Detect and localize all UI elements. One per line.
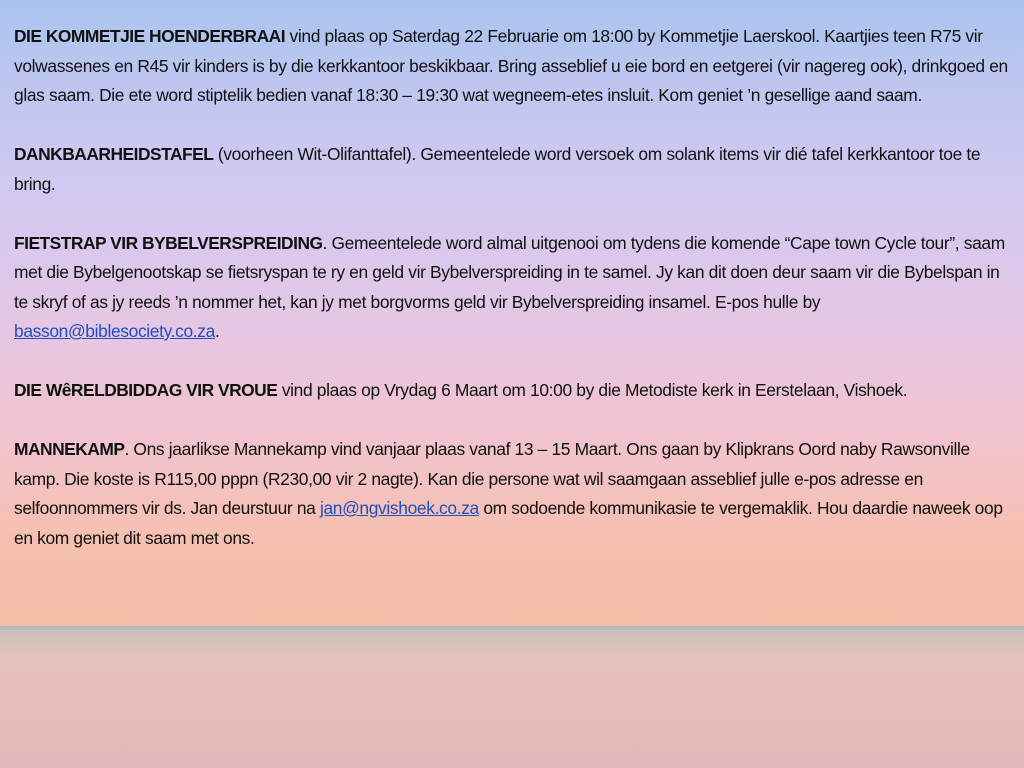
announcement-mannekamp xyxy=(14,435,1014,553)
announcement-heading: FIETSTRAP VIR BYBELVERSPREIDING xyxy=(14,232,323,253)
announcement-hoenderbraai xyxy=(14,22,1014,111)
announcement-body: vind plaas op Vrydag 6 Maart om 10:00 by die Metodiste kerk in Eerstelaan, Vishoek. xyxy=(277,380,908,400)
email-link-biblesociety[interactable]: basson@biblesociety.co.za xyxy=(14,321,215,341)
announcement-heading: DIE WêRELDBIDDAG VIR VROUE xyxy=(14,380,278,400)
announcement-dankbaarheidstafel xyxy=(14,140,1014,199)
announcement-body: . Gemeentelede word almal uitgenooi om tydens die komende “Cape town Cycle tour”, saam met die Bybelgenootskap se fietsryspan te ry en geld vir Bybelverspreiding in te samel. Jy kan dit doen deur saam vir die Bybelspan in te skryf of as jy reeds ’n nommer het, kan jy met borgvorms geld vir Bybelverspreiding insamel. E-pos hulle by xyxy=(14,232,1005,312)
announcement-wereldbiddag xyxy=(14,376,1014,406)
announcement-heading: DIE KOMMETJIE HOENDERBRAAI xyxy=(14,26,286,46)
announcement-body: (voorheen Wit-Olifanttafel). Gemeentelede word versoek om solank items vir dié tafel kerkkantoor toe te bring. xyxy=(14,144,981,194)
announcement-body: . Ons jaarlikse Mannekamp vind vanjaar plaas vanaf 13 – 15 Maart. Ons gaan by Klipkrans Oord naby Rawsonville kamp. Die koste is R115,00 pppn (R230,00 vir 2 nagte). Kan die persone wat wil saamgaan asseblief julle e-pos adresse en selfoonnommers vir ds. Jan deurstuur na xyxy=(14,439,970,518)
announcement-body-end: . xyxy=(214,321,220,341)
email-link-ngvishoek[interactable]: jan@ngvishoek.co.za xyxy=(319,498,479,518)
announcement-body: vind plaas op Saterdag 22 Februarie om 18:00 by Kommetjie Laerskool. Kaartjies teen R75 vir volwassenes en R45 vir kinders is by die kerkkantoor beskikbaar. Bring asseblief u eie bord en eetgerei (vir nagereg ook), drinkgoed en glas saam. Die ete word stiptelik bedien vanaf 18:30 – 19:30 wat wegneem-etes insluit. Kom geniet ’n gesellige aand saam. xyxy=(14,26,1008,105)
announcement-fietstrap xyxy=(14,229,1014,347)
announcement-heading: MANNEKAMP xyxy=(14,439,125,459)
announcements-text xyxy=(14,22,1014,583)
announcement-body-end: om sodoende kommunikasie te vergemaklik. Hou daardie naweek oop en kom geniet dit saam met ons. xyxy=(14,498,1003,548)
sea-band xyxy=(0,628,1024,768)
announcement-heading: DANKBAARHEIDSTAFEL xyxy=(14,144,214,164)
